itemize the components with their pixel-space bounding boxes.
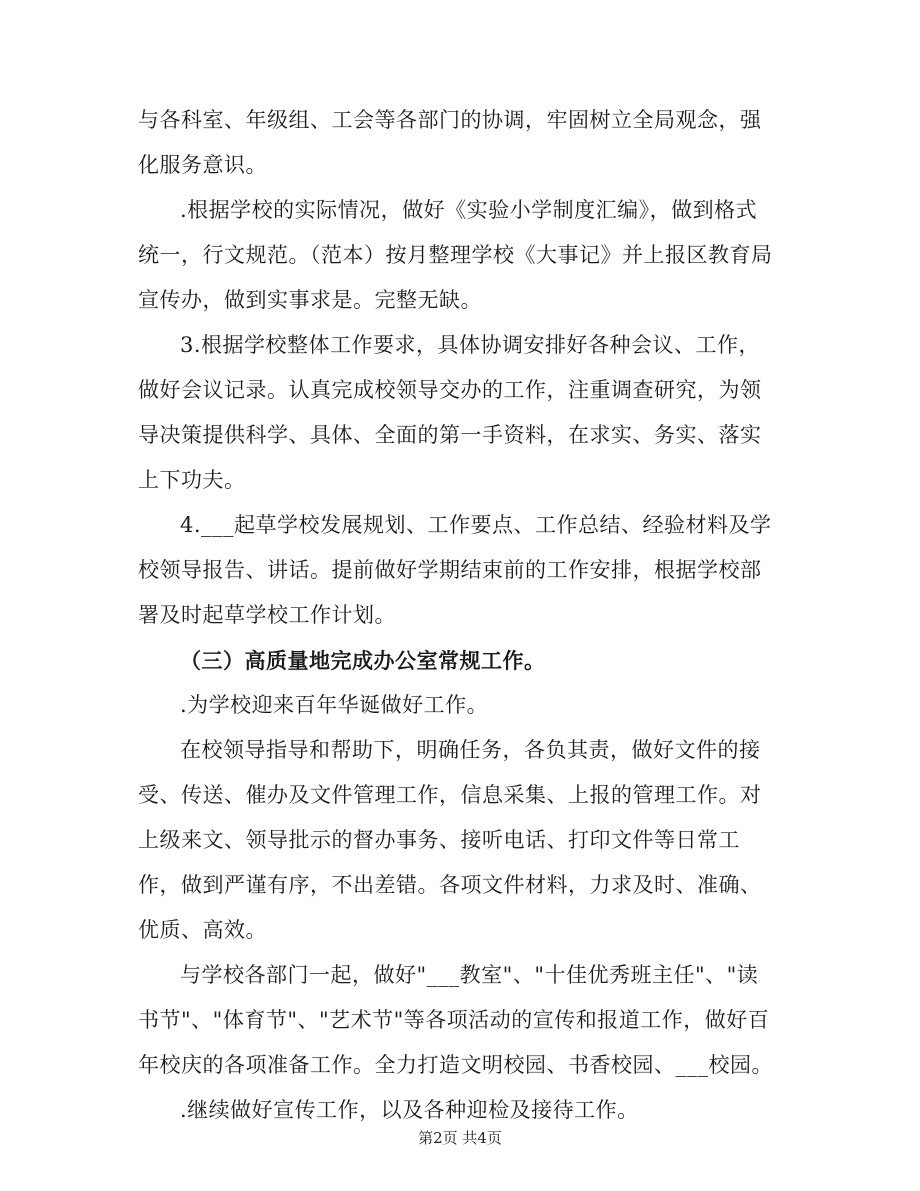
page-number-footer: 第2页 共4页 (418, 1129, 502, 1147)
document-body (138, 98, 778, 1133)
paragraph-3: 3.根据学校整体工作要求，具体协调安排好各种会议、工作，做好会议记录。认真完成校领导交办的工作，注重调查研究，为领导决策提供科学、具体、全面的第一手资料，在求实、务实、落实上下功夫。 (138, 333, 762, 492)
paragraph-2: .根据学校的实际情况，做好《实验小学制度汇编》，做到格式统一，行文规范。（范本）按月整理学校《大事记》并上报区教育局宣传办，做到实事求是。完整无缺。 (138, 198, 773, 312)
section-heading: （三）高质量地完成办公室常规工作。 (180, 648, 546, 673)
paragraph-6: .为学校迎来百年华诞做好工作。 (180, 693, 489, 717)
paragraph-4: 4.___起草学校发展规划、工作要点、工作总结、经验材料及学校领导报告、讲话。提前做好学期结束前的工作安排，根据学校部署及时起草学校工作计划。 (138, 513, 772, 627)
paragraph-1: 与各科室、年级组、工会等各部门的协调，牢固树立全局观念，强化服务意识。 (138, 108, 762, 177)
paragraph-9: .继续做好宣传工作，以及各种迎检及接待工作。 (180, 1098, 639, 1122)
paragraph-8: 与学校各部门一起，做好"___教室"、"十佳优秀班主任"、"读书节"、"体育节"、"艺术节"等各项活动的宣传和报道工作，做好百年校庆的各项准备工作。全力打造文明校园、书香校园、___校园。 (138, 963, 773, 1077)
paragraph-7: 在校领导指导和帮助下，明确任务，各负其责，做好文件的接受、传送、催办及文件管理工作，信息采集、上报的管理工作。对上级来文、领导批示的督办事务、接听电话、打印文件等日常工作，做到严谨有序，不出差错。各项文件材料，力求及时、准确、优质、高效。 (138, 738, 762, 942)
